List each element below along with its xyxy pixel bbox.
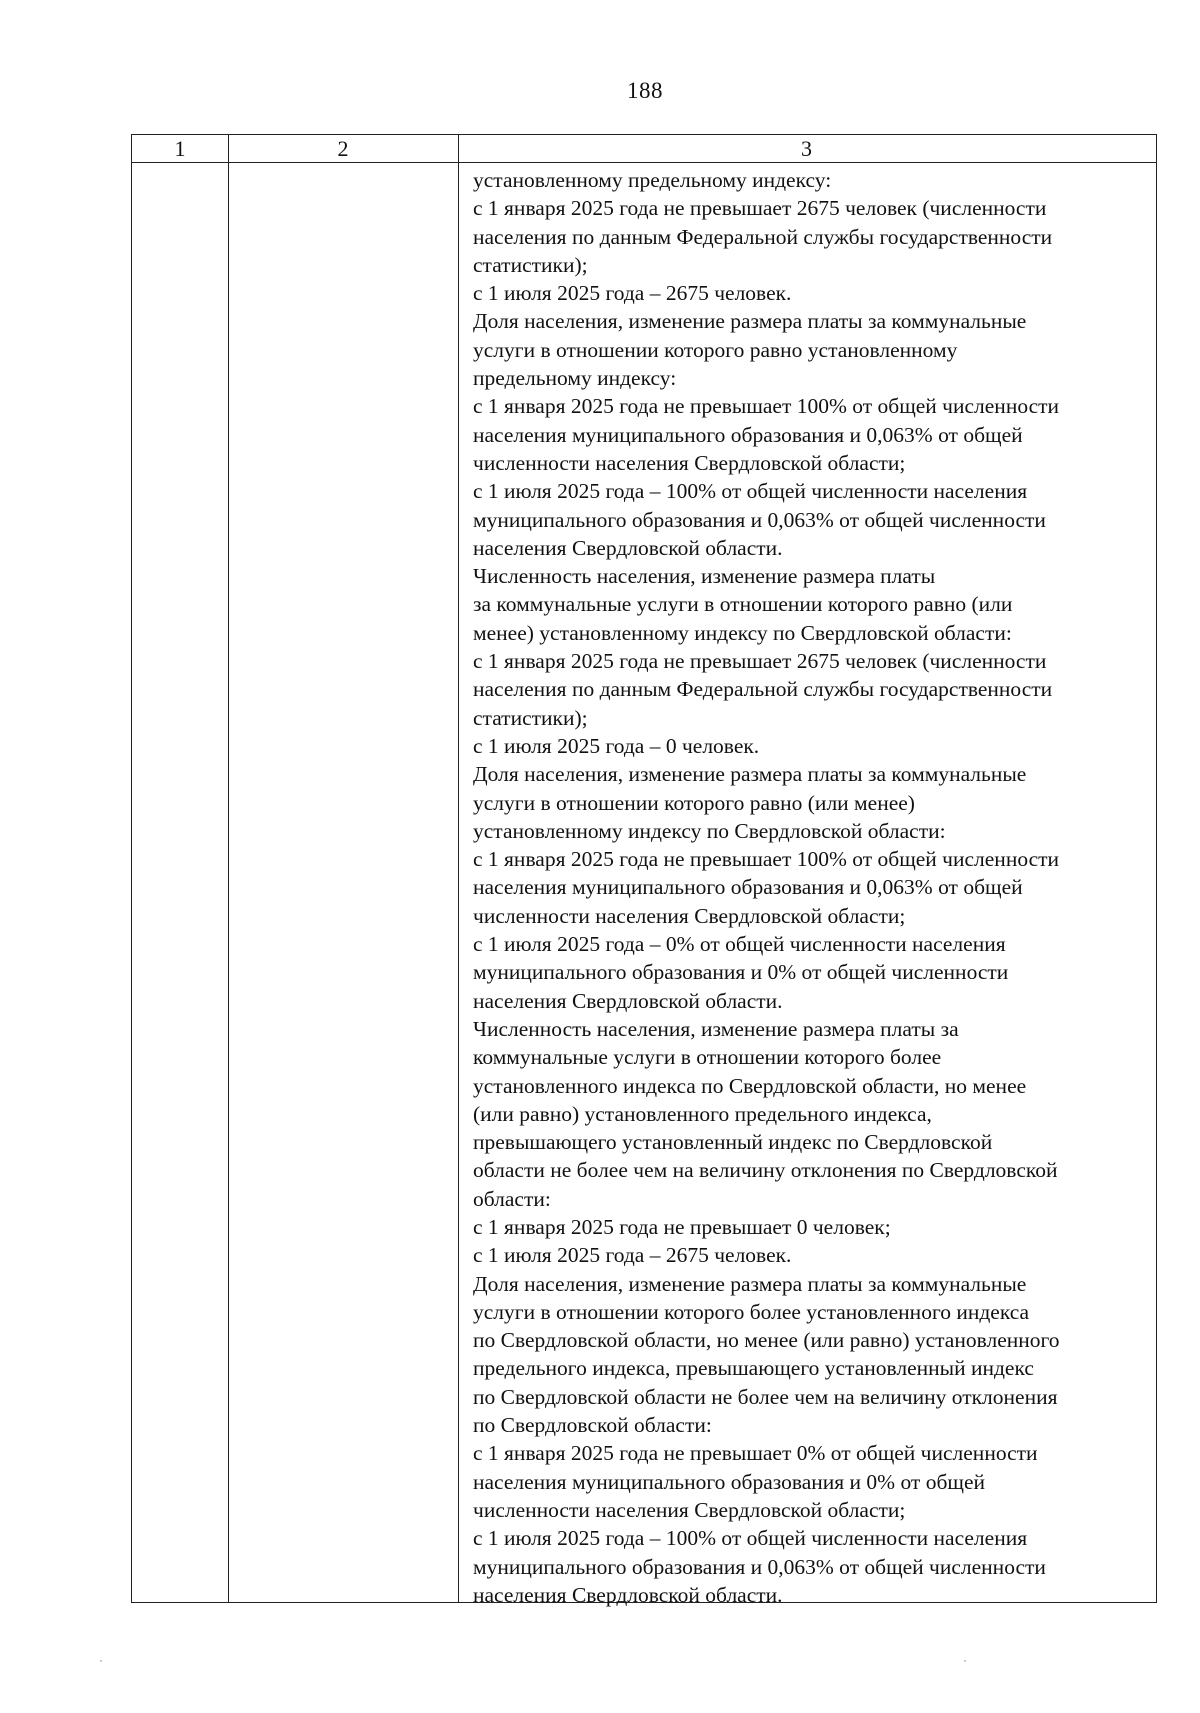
text-line: установленному индексу по Свердловской области:	[473, 818, 946, 843]
text-line: Доля населения, изменение размера платы за коммунальные	[473, 762, 1027, 787]
table-cell-col3	[473, 166, 1155, 1609]
header-divider	[132, 162, 1156, 163]
text-line: с 1 января 2025 года не превышает 100% от общей численности	[473, 847, 1060, 872]
text-line: с 1 января 2025 года не превышает 2675 человек (численности	[473, 196, 1047, 221]
text-line: с 1 января 2025 года не превышает 0 человек;	[473, 1214, 891, 1239]
text-line: услуги в отношении которого равно (или менее)	[473, 790, 915, 815]
text-line: с 1 июля 2025 года – 2675 человек.	[473, 1243, 792, 1268]
text-line: населения муниципального образования и 0,063% от общей	[473, 875, 1023, 900]
text-line: предельного индекса, превышающего установленный индекс	[473, 1356, 1034, 1381]
page-number: 188	[627, 78, 663, 103]
text-line: по Свердловской области не более чем на величину отклонения	[473, 1384, 1058, 1409]
text-line: предельному индексу:	[473, 366, 677, 391]
text-line: по Свердловской области:	[473, 1413, 712, 1438]
text-line: населения Свердловской области.	[473, 1582, 783, 1607]
text-line: установленного индекса по Свердловской области, но менее	[473, 1073, 1027, 1098]
text-line: населения Свердловской области.	[473, 988, 783, 1013]
text-line: по Свердловской области, но менее (или равно) установленного	[473, 1328, 1060, 1353]
text-line: установленному предельному индексу:	[473, 168, 832, 192]
text-line: области не более чем на величину отклонения по Свердловской	[473, 1158, 1058, 1183]
text-line: статистики);	[473, 705, 588, 730]
text-line: Доля населения, изменение размера платы за коммунальные	[473, 1271, 1027, 1296]
text-line: с 1 января 2025 года не превышает 0% от общей численности	[473, 1441, 1038, 1466]
text-line: численности населения Свердловской области;	[473, 1497, 906, 1522]
text-line: с 1 января 2025 года не превышает 2675 человек (численности	[473, 649, 1047, 674]
text-line: с 1 июля 2025 года – 100% от общей численности населения	[473, 479, 1028, 504]
text-line: с 1 июля 2025 года – 0% от общей численности населения	[473, 932, 1006, 957]
text-line: Доля населения, изменение размера платы за коммунальные	[473, 309, 1027, 334]
text-line: Численность населения, изменение размера платы за	[473, 1016, 959, 1041]
text-line: с 1 января 2025 года не превышает 100% от общей численности	[473, 394, 1060, 419]
header-cell-1: 1	[174, 136, 186, 161]
text-line: коммунальные услуги в отношении которого более	[473, 1045, 942, 1070]
text-line: населения Свердловской области.	[473, 535, 783, 560]
text-line: численности населения Свердловской области;	[473, 903, 906, 928]
header-cell-3: 3	[801, 136, 812, 161]
text-line: менее) установленному индексу по Свердловской области:	[473, 620, 1012, 645]
text-line: численности населения Свердловской области;	[473, 450, 906, 475]
text-line: Численность населения, изменение размера платы	[473, 564, 936, 589]
text-line: услуги в отношении которого равно установленному	[473, 337, 958, 362]
text-line: области:	[473, 1186, 551, 1211]
text-line: с 1 июля 2025 года – 100% от общей численности населения	[473, 1526, 1028, 1551]
text-line: статистики);	[473, 252, 588, 277]
text-line: с 1 июля 2025 года – 0 человек.	[473, 733, 760, 758]
text-line: населения по данным Федеральной службы государственности	[473, 677, 1053, 702]
text-line: муниципального образования и 0,063% от общей численности	[473, 1554, 1046, 1579]
text-line: муниципального образования и 0% от общей численности	[473, 960, 1009, 985]
column-divider	[458, 135, 459, 1602]
data-table	[131, 134, 1157, 1607]
text-line: населения муниципального образования и 0% от общей	[473, 1469, 985, 1494]
column-divider	[228, 135, 229, 1602]
text-line: услуги в отношении которого более установленного индекса	[473, 1299, 1030, 1324]
text-line: с 1 июля 2025 года – 2675 человек.	[473, 281, 792, 306]
header-cell-2: 2	[337, 136, 349, 161]
scan-artifact	[100, 1660, 102, 1662]
text-line: муниципального образования и 0,063% от общей численности	[473, 507, 1046, 532]
text-line: за коммунальные услуги в отношении которого равно (или	[473, 592, 1013, 617]
text-line: населения по данным Федеральной службы государственности	[473, 224, 1053, 249]
text-line: превышающего установленный индекс по Свердловской	[473, 1130, 993, 1155]
text-line: населения муниципального образования и 0,063% от общей	[473, 422, 1023, 447]
text-line: (или равно) установленного предельного индекса,	[473, 1101, 932, 1126]
scan-artifact	[964, 1660, 966, 1662]
